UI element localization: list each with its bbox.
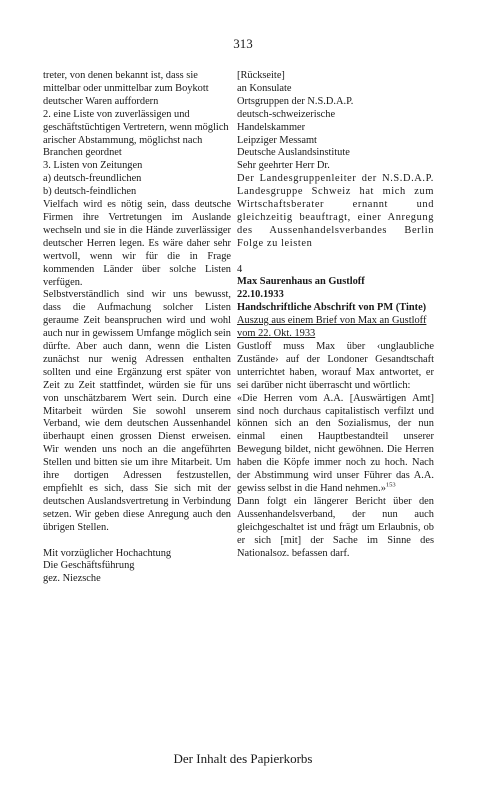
- paragraph-text: Der Landesgruppenleiter der N.S.D.A.P. Landesgruppe Schweiz hat mich zum Wirtschaftsberater ernannt und gleichzeitig beauftragt, einer Anregung des Aussenhandelsverbandes Berlin Folge zu leisten: [237, 173, 434, 249]
- text-paragraph: [43, 109, 231, 161]
- text-paragraph: [237, 315, 434, 341]
- paragraph-text: Sehr geehrter Herr Dr.: [237, 160, 330, 172]
- text-paragraph: [237, 276, 434, 289]
- paragraph-text: Mit vorzüglicher Hochachtung: [43, 547, 172, 559]
- paragraph-text: Vielfach wird es nötig sein, dass deutsche Firmen ihre Vertretungen im Auslande wechseln und sie in die Hände zuverlässiger deutscher Herren legen. Es wäre daher sehr wertvoll, wenn wir für die in Frage kommenden Länder über solche Listen verfügen.: [43, 199, 231, 288]
- text-paragraph: [43, 199, 231, 289]
- text-paragraph: [237, 70, 434, 83]
- footnote-marker: 153: [385, 481, 396, 489]
- paragraph-text: a) deutsch-freundlichen: [43, 173, 142, 185]
- text-paragraph: [237, 264, 434, 277]
- paragraph-text: «Die Herren vom A.A. [Auswärtigen Amt] sind noch durchaus capitalistisch verfilzt und können sich an den Sozialismus, der nun einmal einen Hauptbestandteil unserer Bewegung bildet, nicht gewöhnen. Die Herren haben die Köpfe immer noch zu hoch. Nach der Abstimmung wird unser Führer das A.A. gewiss selbst in die Hand nehmen.»: [237, 392, 434, 494]
- text-paragraph: [43, 573, 231, 586]
- text-paragraph: [237, 393, 434, 496]
- text-paragraph: [237, 173, 434, 250]
- text-paragraph: [43, 173, 231, 186]
- paragraph-text: 22.10.1933: [237, 289, 284, 301]
- text-paragraph: [43, 186, 231, 199]
- paragraph-gap: [237, 251, 434, 264]
- text-paragraph: [237, 289, 434, 302]
- paragraph-text: Die Geschäftsführung: [43, 560, 135, 572]
- text-paragraph: [43, 160, 231, 173]
- paragraph-text: Gustloff muss Max über ‹unglaubliche Zustände› auf der Londoner Gesandtschaft unterrichtet haben, worauf Max antwortet, er sei darüber nicht überrascht und wörtlich:: [237, 341, 434, 391]
- paragraph-text: 4: [237, 263, 243, 275]
- text-paragraph: [237, 122, 434, 135]
- text-paragraph: [43, 560, 231, 573]
- text-paragraph: [43, 70, 231, 109]
- text-paragraph: [237, 109, 434, 122]
- text-paragraph: [237, 341, 434, 393]
- paragraph-text: Handelskammer: [237, 121, 306, 133]
- text-paragraph: [237, 96, 434, 109]
- paragraph-text: Auszug aus einem Brief von Max an Gustloff vom 22. Okt. 1933: [237, 315, 427, 340]
- text-paragraph: [237, 160, 434, 173]
- book-title-footer: Der Inhalt des Papierkorbs: [173, 751, 313, 766]
- paragraph-text: Deutsche Auslandsinstitute: [237, 147, 350, 159]
- left-column: [43, 70, 231, 586]
- paragraph-text: Leipziger Messamt: [237, 134, 317, 146]
- paragraph-text: Max Saurenhaus an Gustloff: [237, 276, 365, 288]
- paragraph-text: Dann folgt ein längerer Bericht über den Aussenhandelsverband, der nun auch gleichgeschaltet ist und frägt um Erlaubnis, ob er sich [mit] der Sache im Sinne des Nationalsoz. befassen darf.: [237, 495, 434, 559]
- paragraph-text: deutsch-schweizerische: [237, 108, 336, 120]
- page-number: 313: [233, 36, 253, 51]
- right-column: [237, 70, 434, 560]
- text-paragraph: [237, 302, 434, 315]
- paragraph-text: treter, von denen bekannt ist, dass sie mittelbar oder unmittelbar zum Boykott deutscher Waren auffordern: [43, 70, 209, 107]
- paragraph-text: gez. Niezsche: [43, 573, 101, 585]
- text-paragraph: [237, 83, 434, 96]
- paragraph-text: [Rückseite]: [237, 70, 285, 81]
- paragraph-text: 3. Listen von Zeitungen: [43, 160, 143, 172]
- paragraph-text: Ortsgruppen der N.S.D.A.P.: [237, 95, 354, 107]
- text-paragraph: [237, 496, 434, 561]
- paragraph-text: Handschriftliche Abschrift von PM (Tinte): [237, 302, 427, 314]
- paragraph-text: Selbstverständlich sind wir uns bewusst, dass die Aufmachung solcher Listen geraume Zeit beanspruchen wird und wohl auch nur in gewissem Umfange möglich sein dürfte. Aber auch dann, wenn die Listen zunächst nur wenig Adressen enthalten sollten und eine Ergänzung erst später von Zeit zu Zeit stattfindet, würden sie für uns von unschätzbarem Wert sein. Durch eine Mitarbeit würden Sie sowohl unserem Verband, wie dem deutschen Aussenhandel überhaupt einen grossen Dienst erweisen. Wir wenden uns noch an die angeführten Stellen und bitten sie um ihre Mitarbeit. Um ihre dortigen Adressen festzustellen, empfiehlt es sich, dass Sie sich mit der deutschen Auslandsvertretung in Verbindung setzen. Wir geben diese Anregung auch den übrigen Stellen.: [43, 289, 231, 533]
- text-paragraph: [237, 147, 434, 160]
- text-paragraph: [43, 289, 231, 534]
- text-paragraph: [237, 135, 434, 148]
- text-paragraph: [43, 548, 231, 561]
- paragraph-text: an Konsulate: [237, 82, 292, 94]
- paragraph-text: b) deutsch-feindlichen: [43, 186, 137, 198]
- paragraph-gap: [43, 535, 231, 548]
- paragraph-text: 2. eine Liste von zuverlässigen und geschäftstüchtigen Vertretern, wenn möglich arischer Abstammung, möglichst nach Branchen geordnet: [43, 108, 229, 159]
